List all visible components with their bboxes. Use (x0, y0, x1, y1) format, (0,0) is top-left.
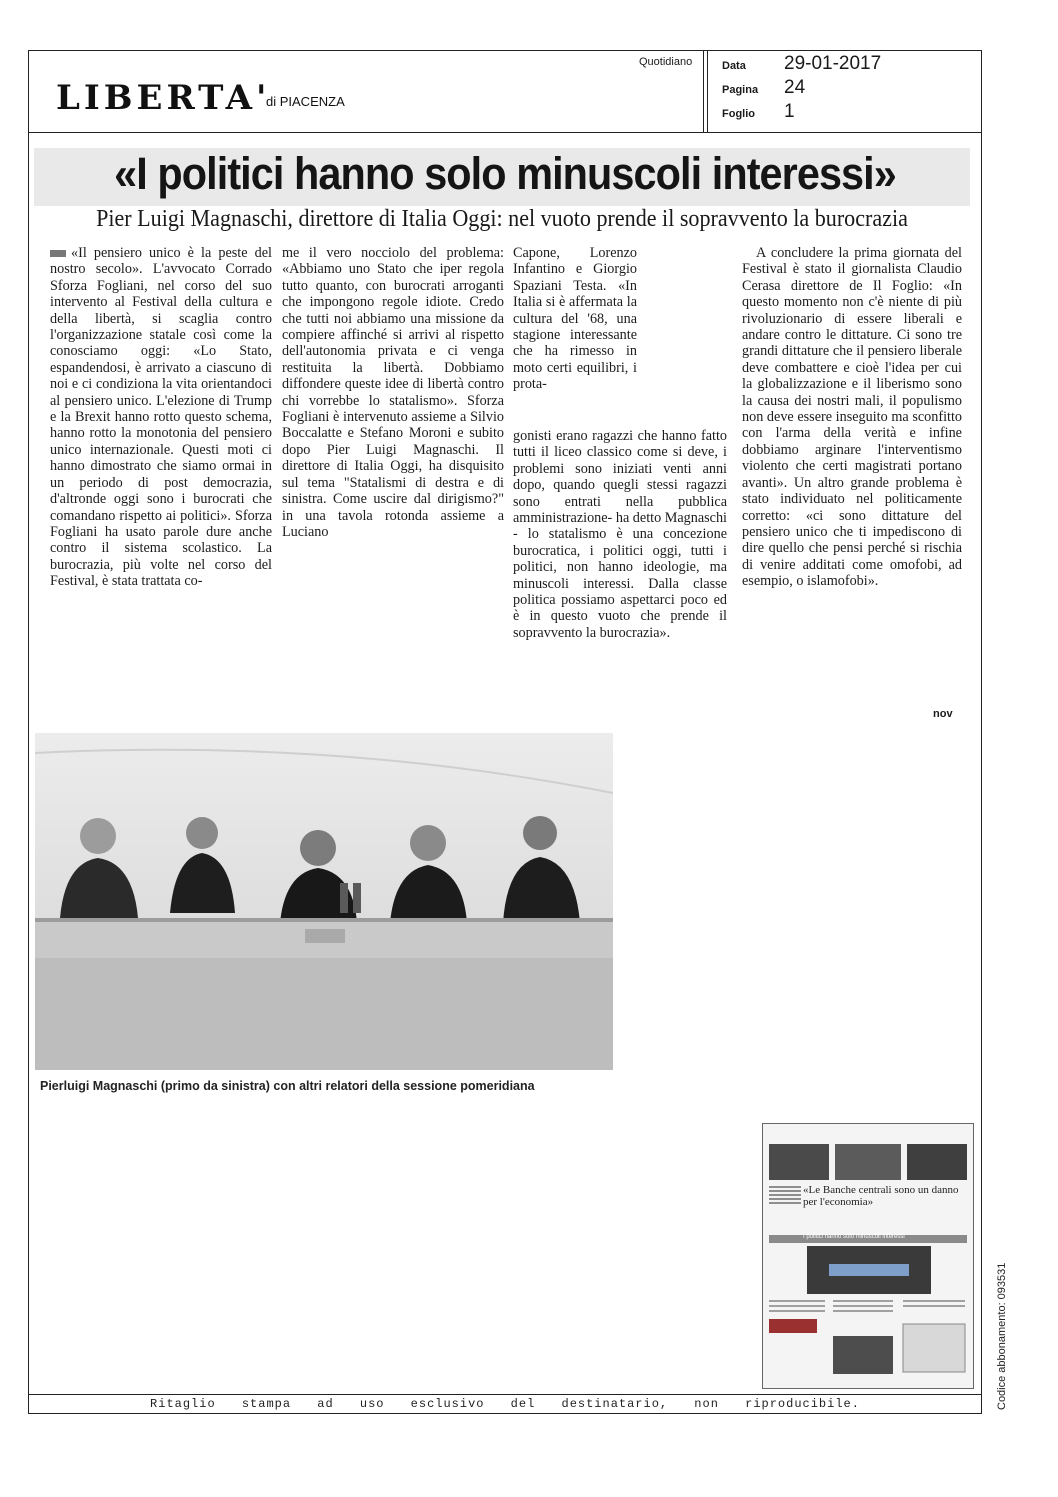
thumbnail-strip-title: I politici hanno solo minuscoli interessi (803, 1234, 905, 1240)
article-column-3-top (513, 245, 637, 393)
footer-divider (28, 1394, 982, 1395)
article-headline: «I politici hanno solo minuscoli interessi» (114, 148, 896, 199)
article-column-3-bottom (513, 428, 727, 641)
page-label: Pagina (722, 84, 759, 96)
article-column-4 (742, 245, 962, 590)
publication-type: Quotidiano (639, 56, 693, 68)
article-column-2 (282, 245, 504, 540)
column-3-bottom-text: gonisti erano ragazzi che hanno fatto tutti il liceo classico come si deve, i problemi sono iniziati venti anni dopo, quando quegli stessi ragazzi sono entrati nella pubblica amministrazione- ha detto Magnaschi - lo statalismo è una concezione burocratica, i politici oggi, tutti i politici, non hanno ideologie, ma minuscoli interessi. Dalla classe politica possiamo aspettarci poco ed è in questo vuoto che prende il sopravvento la burocrazia». (513, 428, 727, 641)
article-column-1 (50, 245, 272, 590)
author-signature: nov (933, 708, 953, 720)
thumbnail-headline: «Le Banche centrali sono un danno per l'economia» (803, 1184, 959, 1208)
date-label: Data (722, 60, 746, 72)
masthead-subtitle: di PIACENZA (266, 94, 345, 109)
page-value: 24 (784, 77, 806, 98)
subscription-code: Codice abbonamento: 093531 (996, 1262, 1008, 1410)
column-2-text: me il vero nocciolo del problema: «Abbiamo uno Stato che iper regola tutto quanto, con burocrati arroganti che impongono regole idiote. Credo che tutti noi abbiamo una missione da compiere affinché si arrivi al rispetto dell'autonomia privata e ci venga restituita la libertà. Dobbiamo diffondere queste idee di libertà contro chi vorrebbe lo statalismo». Sforza Fogliani è intervenuto assieme a Silvio Boccalatte e Stefano Moroni e subito dopo Pier Luigi Magnaschi. Il direttore di Italia Oggi, ha disquisito sul tema "Statalismi di destra e di sinistra. Come uscire dal dirigismo?" in una tavola rotonda assieme a Luciano (282, 245, 504, 540)
page-thumbnail-image (763, 1124, 973, 1388)
column-1-text: «Il pensiero unico è la peste del nostro secolo». L'avvocato Corrado Sforza Fogliani, nel corso del suo intervento al Festival della cultura e della libertà, si scaglia contro l'organizzazione statale così come la conosciamo oggi: «Lo Stato, espandendosi, è arrivato a ciascuno di noi e ci condiziona la vita orientandoci al pensiero unico. L'elezione di Trump e la Brexit hanno rotto questo schema, hanno rotto la monotonia del pensiero unico internazionale. Questi moti ci hanno dimostrato che siamo ormai in un periodo di post democrazia, d'altronde oggi sono i burocrati che comandano rispetto ai politici». Sforza Fogliani ha usato parole dure anche contro il sistema scolastico. La burocrazia, più volte nel corso del Festival, è stata trattata co- (50, 245, 272, 590)
header-divider (703, 50, 704, 132)
header-divider (707, 50, 708, 132)
footer-disclaimer: Ritaglio stampa ad uso esclusivo del destinatario, non riproducibile. (150, 1397, 860, 1411)
masthead-logo: LIBERTA' (56, 78, 271, 118)
clipping-header (28, 50, 982, 133)
column-4-text: A concludere la prima giornata del Festival è stato il giornalista Claudio Cerasa direttore de Il Foglio: «In questo momento non c'è niente di più rivoluzionario di essere liberali e andare contro le dittature. Ci sono tre grandi dittature che il pensiero liberale deve combattere e cioè l'idea per cui la globalizzazione e il liberismo sono la causa dei nostri mali, il populismo non deve essere inseguito ma sconfitto con l'arma della verità e infine dobbiamo arginare l'interventismo violento che certi magistrati portano avanti». Un altro grande problema è stato individuato nel politicamente corretto: «ci sono dittature del pensiero unico che ti impediscono di dire quello che pensi perché si rischia di venire additati come omofobi, ad esempio, o islamofobi». (742, 245, 962, 590)
panel-photo (35, 733, 613, 1070)
article-subheadline: Pier Luigi Magnaschi, direttore di Italia Oggi: nel vuoto prende il sopravvento la burocrazia (96, 206, 908, 232)
panel-photo-image (35, 733, 613, 1070)
sheet-label: Foglio (722, 108, 755, 120)
paragraph-marker-icon (50, 250, 66, 257)
photo-caption: Pierluigi Magnaschi (primo da sinistra) con altri relatori della sessione pomeridiana (40, 1079, 535, 1093)
date-value: 29-01-2017 (784, 53, 882, 74)
page-thumbnail (762, 1123, 974, 1389)
header-divider (981, 50, 982, 132)
sheet-value: 1 (784, 101, 795, 122)
column-3-top-text: Capone, Lorenzo Infantino e Giorgio Spaziani Testa. «In Italia si è affermata la cultura del '68, una stagione interessante che ha rimesso in moto certi equilibri, i prota- (513, 245, 637, 393)
